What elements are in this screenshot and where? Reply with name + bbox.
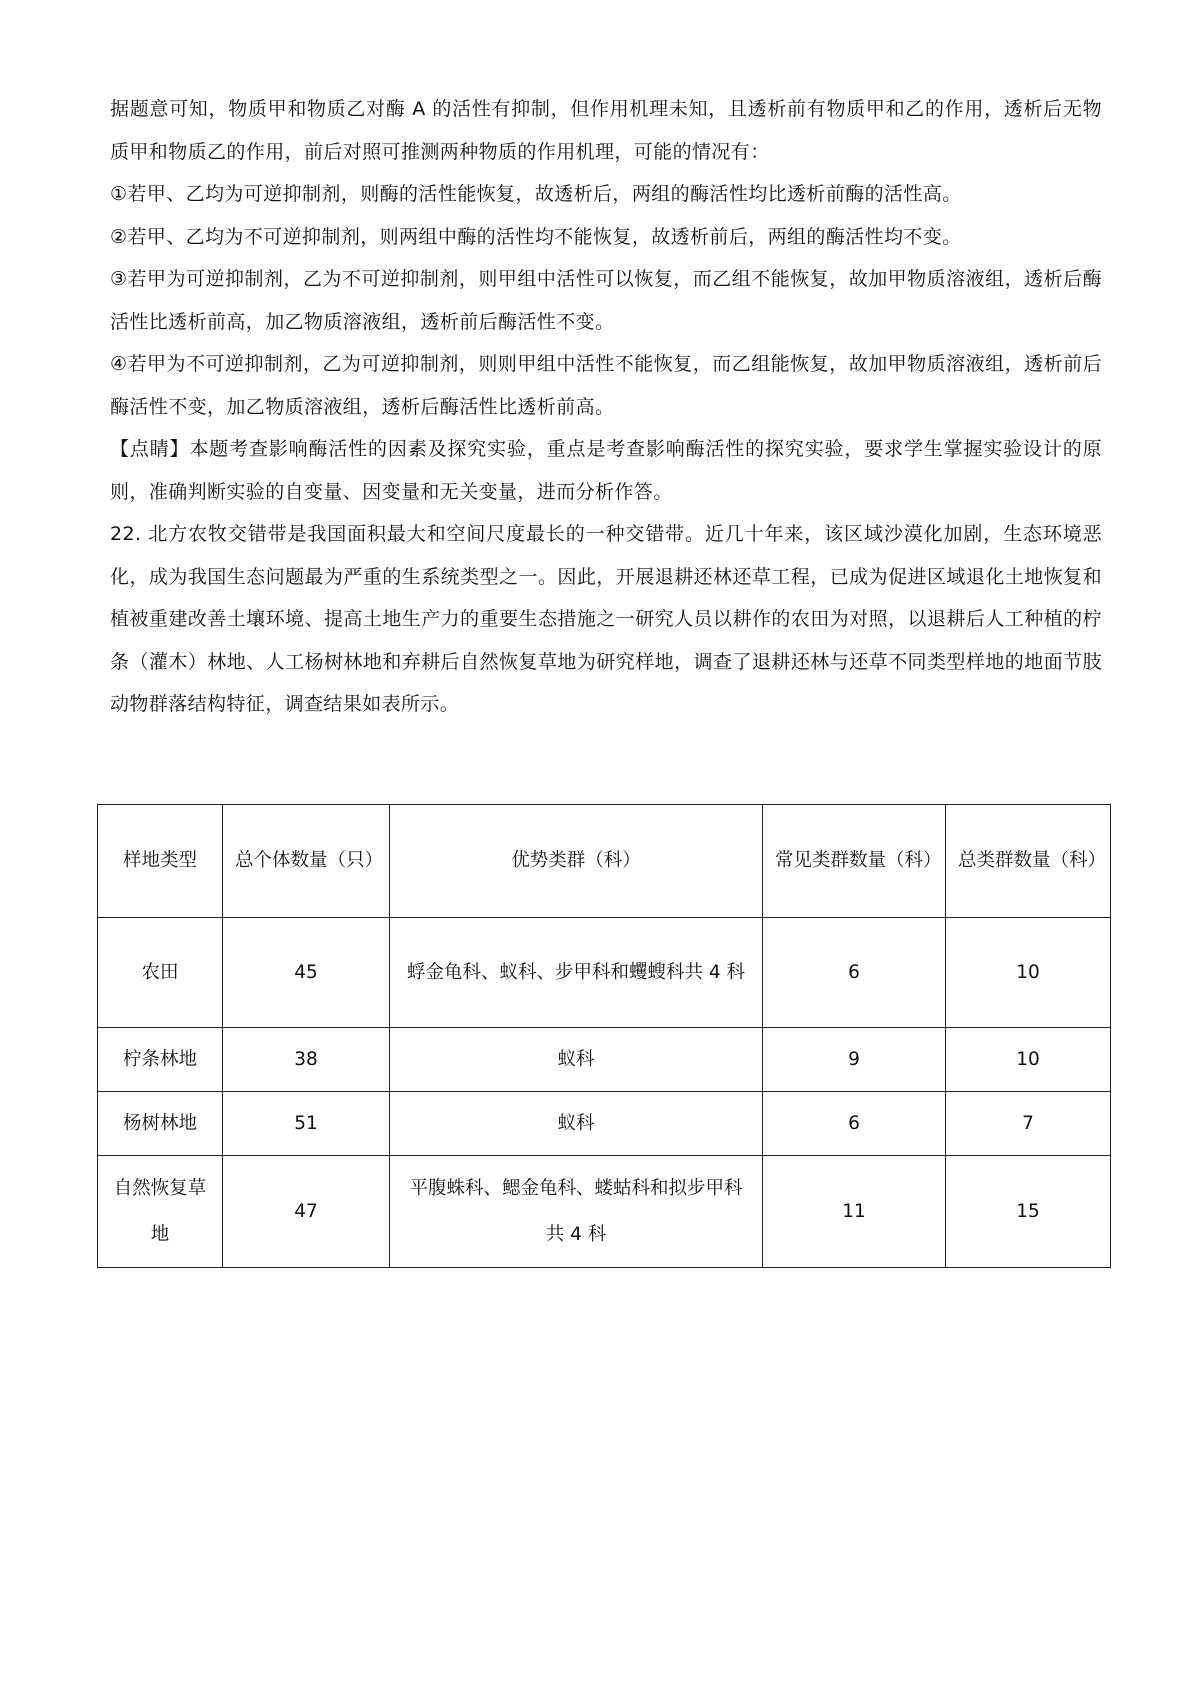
cell-dominant-groups: 蜉金龟科、蚁科、步甲科和蠼螋科共 4 科: [390, 918, 763, 1028]
case-2-paragraph: ②若甲、乙均为不可逆抑制剂，则两组中酶的活性均不能恢复，故透析前后，两组的酶活性均不变。: [110, 225, 962, 248]
cell-total-group-count: 10: [946, 1028, 1111, 1092]
survey-results-table-container: [97, 804, 1110, 1268]
table-row: [98, 1156, 1111, 1268]
explanation-paragraph: 据题意可知，物质甲和物质乙对酶 A 的活性有抑制，但作用机理未知，且透析前有物质甲和乙的作用，透析后无物质甲和物质乙的作用，前后对照可推测两种物质的作用机理，可能的情况有：: [110, 98, 1102, 163]
table-row: [98, 1092, 1111, 1156]
cell-plot-type: 杨树林地: [98, 1092, 223, 1156]
case-1-paragraph: ①若甲、乙均为可逆抑制剂，则酶的活性能恢复，故透析后，两组的酶活性均比透析前酶的活性高。: [110, 183, 962, 205]
cell-common-group-count: 6: [763, 918, 946, 1028]
header-total-group-count: 总类群数量（科）: [946, 805, 1111, 918]
key-point-paragraph: 【点睛】本题考查影响酶活性的因素及探究实验，重点是考查影响酶活性的探究实验，要求学生掌握实验设计的原则，准确判断实验的自变量、因变量和无关变量，进而分析作答。: [110, 438, 1102, 503]
question-22-stem: 22. 北方农牧交错带是我国面积最大和空间尺度最长的一种交错带。近几十年来，该区域沙漠化加剧，生态环境恶化，成为我国生态问题最为严重的生系统类型之一。因此，开展退耕还林还草工程，已成为促进区域退化土地恢复和植被重建改善土壤环境、提高土地生产力的重要生态措施之一研究人员以耕作的农田为对照，以退耕后人工种植的柠条（灌木）林地、人工杨树林地和弃耕后自然恢复草地为研究样地，调查了退耕还林与还草不同类型样地的地面节肢动物群落结构特征，调查结果如表所示。: [110, 523, 1102, 715]
header-common-group-count: 常见类群数量（科）: [763, 805, 946, 918]
cell-total-group-count: 7: [946, 1092, 1111, 1156]
survey-results-table: [97, 804, 1111, 1268]
cell-dominant-groups: 蚁科: [390, 1092, 763, 1156]
table-header-row: [98, 805, 1111, 918]
header-dominant-groups: 优势类群（科）: [390, 805, 763, 918]
case-4-paragraph: ④若甲为不可逆抑制剂，乙为可逆抑制剂，则则甲组中活性不能恢复，而乙组能恢复，故加甲物质溶液组，透析前后酶活性不变，加乙物质溶液组，透析后酶活性比透析前高。: [110, 353, 1102, 418]
cell-plot-type: 柠条林地: [98, 1028, 223, 1092]
cell-plot-type: 自然恢复草地: [98, 1156, 223, 1268]
cell-dominant-groups: 蚁科: [390, 1028, 763, 1092]
header-plot-type: 样地类型: [98, 805, 223, 918]
table-row: [98, 1028, 1111, 1092]
header-total-individuals: 总个体数量（只）: [223, 805, 390, 918]
cell-common-group-count: 9: [763, 1028, 946, 1092]
cell-total-group-count: 10: [946, 918, 1111, 1028]
cell-common-group-count: 6: [763, 1092, 946, 1156]
cell-total-individuals: 51: [223, 1092, 390, 1156]
cell-plot-type: 农田: [98, 918, 223, 1028]
cell-common-group-count: 11: [763, 1156, 946, 1268]
cell-total-group-count: 15: [946, 1156, 1111, 1268]
case-3-paragraph: ③若甲为可逆抑制剂，乙为不可逆抑制剂，则甲组中活性可以恢复，而乙组不能恢复，故加甲物质溶液组，透析后酶活性比透析前高，加乙物质溶液组，透析前后酶活性不变。: [110, 268, 1102, 333]
cell-total-individuals: 38: [223, 1028, 390, 1092]
answer-explanation: [110, 88, 1102, 726]
cell-dominant-groups: 平腹蛛科、鳃金龟科、蝼蛄科和拟步甲科共 4 科: [390, 1156, 763, 1268]
table-row: [98, 918, 1111, 1028]
cell-total-individuals: 45: [223, 918, 390, 1028]
cell-total-individuals: 47: [223, 1156, 390, 1268]
